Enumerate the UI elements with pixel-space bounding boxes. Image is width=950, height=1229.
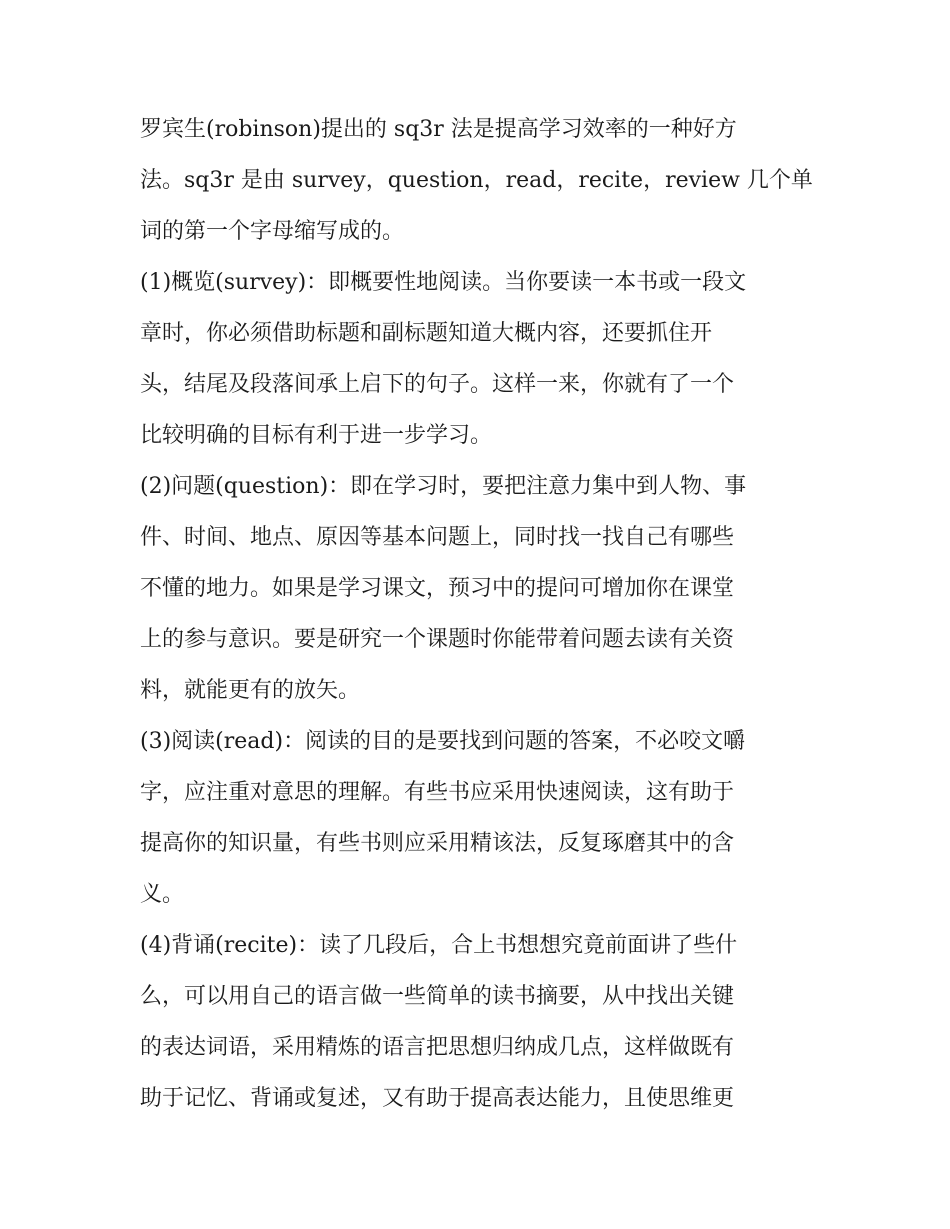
text-line: 比较明确的目标有利于进一步学习。 bbox=[140, 423, 493, 448]
paragraph-intro bbox=[140, 104, 815, 257]
paragraph-survey bbox=[140, 257, 815, 461]
text-line: 词的第一个字母缩写成的。 bbox=[140, 219, 405, 244]
text-line: 义。 bbox=[140, 882, 185, 907]
text-line: (2)问题(question)：即在学习时，要把注意力集中到人物、事 bbox=[140, 474, 747, 499]
text-line: 的表达词语，采用精炼的语言把思想归纳成几点，这样做既有 bbox=[140, 1035, 735, 1060]
text-line: 字，应注重对意思的理解。有些书应采用快速阅读，这有助于 bbox=[140, 780, 735, 805]
text-line: 么，可以用自己的语言做一些简单的读书摘要，从中找出关键 bbox=[140, 984, 735, 1009]
body-text bbox=[140, 104, 815, 1124]
text-line: (3)阅读(read)：阅读的目的是要找到问题的答案，不必咬文嚼 bbox=[140, 729, 746, 754]
paragraph-read bbox=[140, 716, 815, 920]
text-line: (1)概览(survey)：即概要性地阅读。当你要读一本书或一段文 bbox=[140, 270, 747, 295]
text-line: 罗宾生(robinson)提出的 sq3r 法是提高学习效率的一种好方 bbox=[140, 117, 737, 142]
paragraph-question bbox=[140, 461, 815, 716]
text-line: 料，就能更有的放矢。 bbox=[140, 678, 361, 703]
text-line: 章时，你必须借助标题和副标题知道大概内容，还要抓住开 bbox=[140, 321, 713, 346]
text-line: (4)背诵(recite)：读了几段后，合上书想想究竟前面讲了些什 bbox=[140, 933, 738, 958]
text-line: 头，结尾及段落间承上启下的句子。这样一来，你就有了一个 bbox=[140, 372, 735, 397]
text-line: 不懂的地力。如果是学习课文，预习中的提问可增加你在课堂 bbox=[140, 576, 735, 601]
text-line: 件、时间、地点、原因等基本问题上，同时找一找自己有哪些 bbox=[140, 525, 735, 550]
text-line: 提高你的知识量，有些书则应采用精该法，反复琢磨其中的含 bbox=[140, 831, 735, 856]
text-line: 上的参与意识。要是研究一个课题时你能带着问题去读有关资 bbox=[140, 627, 735, 652]
text-line: 助于记忆、背诵或复述，又有助于提高表达能力，且使思维更 bbox=[140, 1086, 735, 1111]
text-line: 法。sq3r 是由 survey，question，read，recite，review 几个单 bbox=[140, 168, 813, 193]
paragraph-recite bbox=[140, 920, 815, 1124]
